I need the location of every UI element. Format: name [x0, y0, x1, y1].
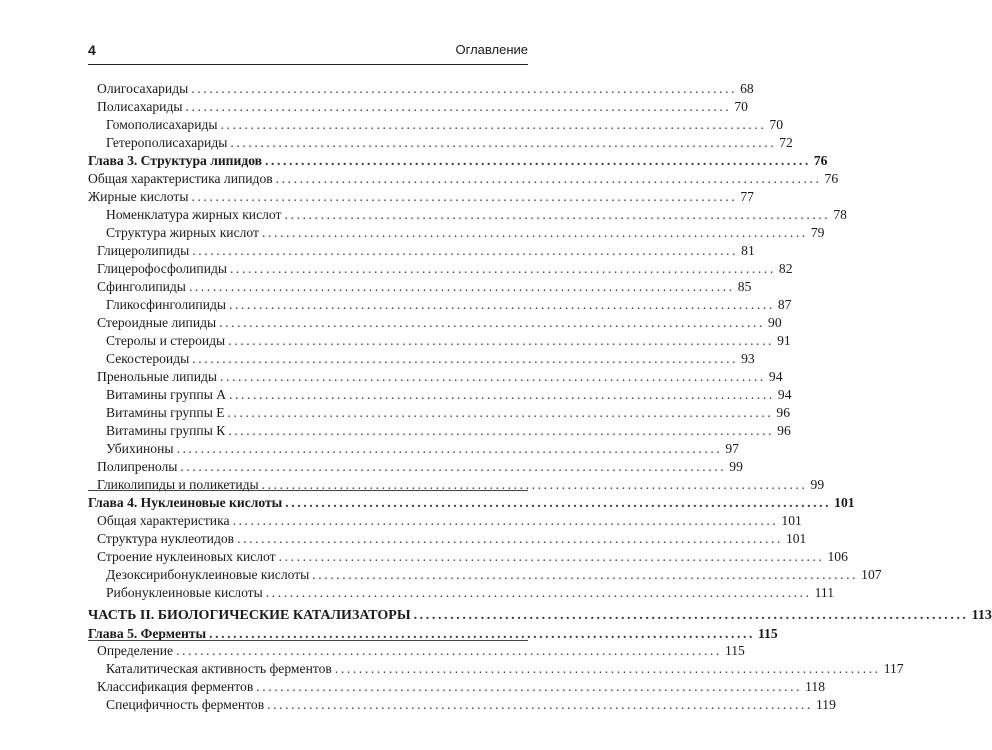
- toc-entry: [97, 512, 802, 530]
- toc-entry-label: Олигосахариды: [97, 81, 189, 96]
- toc-entry-page: 70: [769, 117, 784, 132]
- toc-entry-page: 111: [814, 585, 835, 600]
- toc-entry: [97, 260, 793, 278]
- toc-entry: [97, 642, 745, 660]
- toc-entry-page: 101: [834, 495, 855, 510]
- leader-dots: ...........................................................................................: [312, 567, 859, 582]
- toc-entry-label: Убихиноны: [106, 441, 174, 456]
- toc-entry-label: Гликосфинголипиды: [106, 297, 227, 312]
- toc-entry-page: 115: [758, 626, 778, 641]
- toc-entry-label: Специфичность ферментов: [106, 697, 265, 712]
- leader-dots: ...........................................................................................: [191, 189, 738, 204]
- toc-entry-page: 85: [737, 279, 752, 294]
- table-of-contents: [88, 0, 992, 750]
- toc-entry-label: Каталитическая активность ферментов: [106, 661, 332, 676]
- toc-entry-label: Определение: [97, 643, 174, 658]
- toc-entry-page: 68: [740, 81, 754, 96]
- leader-dots: ...........................................................................................: [334, 661, 881, 676]
- toc-entry-label: Витамины группы К: [106, 423, 226, 438]
- toc-entry: [106, 386, 792, 404]
- section-divider: [88, 640, 528, 641]
- toc-entry-page: 70: [734, 99, 748, 114]
- leader-dots: ...........................................................................................: [192, 351, 739, 366]
- toc-entry-page: 90: [768, 315, 782, 330]
- toc-entry-label: Глава 4. Нуклеиновые кислоты: [88, 495, 283, 510]
- leader-dots: ...........................................................................................: [209, 626, 756, 641]
- toc-entry: [106, 660, 904, 678]
- leader-dots: ...........................................................................................: [261, 477, 808, 492]
- leader-dots: ...........................................................................................: [176, 643, 722, 658]
- toc-entry-label: Глава 5. Ферменты: [88, 626, 207, 641]
- toc-entry-page: 82: [778, 261, 793, 276]
- toc-entry-label: Классификация ферментов: [97, 679, 254, 694]
- toc-entry: [106, 224, 825, 242]
- leader-dots: ...........................................................................................: [229, 387, 775, 402]
- toc-entry-label: Общая характеристика липидов: [88, 171, 273, 186]
- toc-entry-page: 118: [805, 679, 826, 694]
- toc-entry-label: Строение нуклеиновых кислот: [97, 549, 276, 564]
- toc-entry: [106, 584, 835, 602]
- toc-entry-page: 113: [971, 608, 992, 623]
- toc-entry-page: 79: [810, 225, 825, 240]
- toc-entry-page: 117: [883, 661, 904, 676]
- toc-entry: [88, 188, 754, 206]
- toc-entry-label: Номенклатура жирных кислот: [106, 207, 282, 222]
- toc-entry: [106, 350, 755, 368]
- toc-entry-label: ЧАСТЬ II. БИОЛОГИЧЕСКИЕ КАТАЛИЗАТОРЫ: [88, 608, 411, 623]
- toc-entry-page: 96: [777, 423, 791, 438]
- toc-entry-label: Витамины группы А: [106, 387, 227, 402]
- toc-entry-label: Пренольные липиды: [97, 369, 218, 384]
- toc-entry-page: 76: [824, 171, 839, 186]
- toc-entry: [106, 422, 791, 440]
- toc-entry-page: 101: [785, 531, 807, 546]
- leader-dots: ...........................................................................................: [265, 585, 812, 600]
- toc-entry-label: Сфинголипиды: [97, 279, 186, 294]
- toc-entry: [106, 206, 847, 224]
- leader-dots: ...........................................................................................: [219, 315, 766, 330]
- leader-dots: ...........................................................................................: [285, 495, 832, 510]
- toc-entry-label: Общая характеристика: [97, 513, 230, 528]
- toc-entry: [106, 566, 882, 584]
- toc-entry-label: Гетерополисахариды: [106, 135, 228, 150]
- leader-dots: ...........................................................................................: [180, 459, 727, 474]
- toc-entry-page: 91: [777, 333, 791, 348]
- toc-entry-page: 107: [861, 567, 882, 582]
- toc-entry: [97, 278, 752, 296]
- toc-entry: [106, 440, 739, 458]
- running-head: Оглавление: [455, 42, 528, 57]
- toc-entry: [106, 696, 836, 714]
- toc-entry-label: Гликолипиды и поликетиды: [97, 477, 259, 492]
- toc-entry-page: 87: [777, 297, 792, 312]
- leader-dots: ...........................................................................................: [230, 135, 777, 150]
- leader-dots: ...........................................................................................: [229, 297, 775, 312]
- toc-entry-page: 78: [833, 207, 847, 222]
- toc-entry-page: 93: [741, 351, 755, 366]
- toc-entry: [97, 458, 743, 476]
- leader-dots: ...........................................................................................: [284, 207, 831, 222]
- leader-dots: ...........................................................................................: [261, 225, 808, 240]
- toc-entry-label: Дезоксирибонуклеиновые кислоты: [106, 567, 310, 582]
- toc-entry-label: Стероидные липиды: [97, 315, 217, 330]
- toc-entry: [97, 242, 755, 260]
- toc-chapter: [88, 152, 828, 170]
- toc-entry-label: Витамины группы Е: [106, 405, 225, 420]
- toc-entry: [97, 368, 783, 386]
- toc-entry-label: Полипренолы: [97, 459, 178, 474]
- toc-entry-page: 119: [816, 697, 836, 712]
- leader-dots: ...........................................................................................: [191, 81, 738, 96]
- toc-entry-page: 77: [740, 189, 754, 204]
- leader-dots: ...........................................................................................: [176, 441, 723, 456]
- leader-dots: ...........................................................................................: [265, 153, 811, 168]
- toc-entry-page: 99: [810, 477, 825, 492]
- leader-dots: ...........................................................................................: [220, 369, 766, 384]
- leader-dots: ...........................................................................................: [232, 513, 779, 528]
- leader-dots: ...........................................................................................: [220, 117, 767, 132]
- toc-entry: [106, 116, 784, 134]
- toc-entry: [106, 404, 790, 422]
- leader-dots: ...........................................................................................: [188, 279, 735, 294]
- leader-dots: ...........................................................................................: [278, 549, 825, 564]
- leader-dots: ...........................................................................................: [185, 99, 732, 114]
- toc-entry: [106, 134, 793, 152]
- toc-entry: [97, 98, 748, 116]
- toc-entry-page: 101: [781, 513, 802, 528]
- toc-entry-label: Секостероиды: [106, 351, 190, 366]
- leader-dots: ...........................................................................................: [237, 531, 783, 546]
- leader-dots: ...........................................................................................: [227, 405, 774, 420]
- toc-entry: [97, 678, 826, 696]
- toc-entry: [97, 476, 825, 494]
- leader-dots: ...........................................................................................: [192, 243, 739, 258]
- toc-entry: [97, 314, 782, 332]
- toc-entry-page: 115: [724, 643, 745, 658]
- toc-entry-page: 99: [729, 459, 743, 474]
- section-divider: [88, 490, 528, 491]
- toc-entry-label: Стеролы и стероиды: [106, 333, 226, 348]
- toc-entry-page: 97: [725, 441, 739, 456]
- toc-part: [88, 607, 992, 625]
- toc-entry-label: Гомополисахариды: [106, 117, 218, 132]
- toc-entry-page: 72: [779, 135, 793, 150]
- toc-entry-page: 81: [741, 243, 755, 258]
- toc-entry-page: 94: [777, 387, 792, 402]
- toc-entry-label: Структура жирных кислот: [106, 225, 259, 240]
- leader-dots: ...........................................................................................: [275, 171, 822, 186]
- toc-entry: [97, 530, 807, 548]
- toc-entry: [106, 296, 792, 314]
- leader-dots: ...........................................................................................: [256, 679, 803, 694]
- leader-dots: ...........................................................................................: [230, 261, 776, 276]
- toc-entry-page: 106: [827, 549, 848, 564]
- toc-entry: [88, 170, 839, 188]
- toc-entry-label: Жирные кислоты: [88, 189, 189, 204]
- toc-entry-page: 76: [813, 153, 828, 168]
- toc-entry-label: Глава 3. Структура липидов: [88, 153, 263, 168]
- toc-entry-label: Глицерофосфолипиды: [97, 261, 228, 276]
- toc-entry-label: Глицеролипиды: [97, 243, 190, 258]
- leader-dots: ...........................................................................................: [267, 697, 814, 712]
- toc-entry-label: Структура нуклеотидов: [97, 531, 235, 546]
- toc-entry-page: 94: [768, 369, 783, 384]
- toc-entry: [106, 332, 791, 350]
- toc-entry-page: 96: [776, 405, 790, 420]
- toc-entry-label: Полисахариды: [97, 99, 183, 114]
- toc-entry: [97, 80, 754, 98]
- page-number: 4: [88, 42, 96, 58]
- toc-chapter: [88, 494, 855, 512]
- leader-dots: ...........................................................................................: [413, 608, 969, 623]
- leader-dots: ...........................................................................................: [228, 423, 775, 438]
- toc-entry-label: Рибонуклеиновые кислоты: [106, 585, 263, 600]
- leader-dots: ...........................................................................................: [228, 333, 775, 348]
- toc-entry: [97, 548, 848, 566]
